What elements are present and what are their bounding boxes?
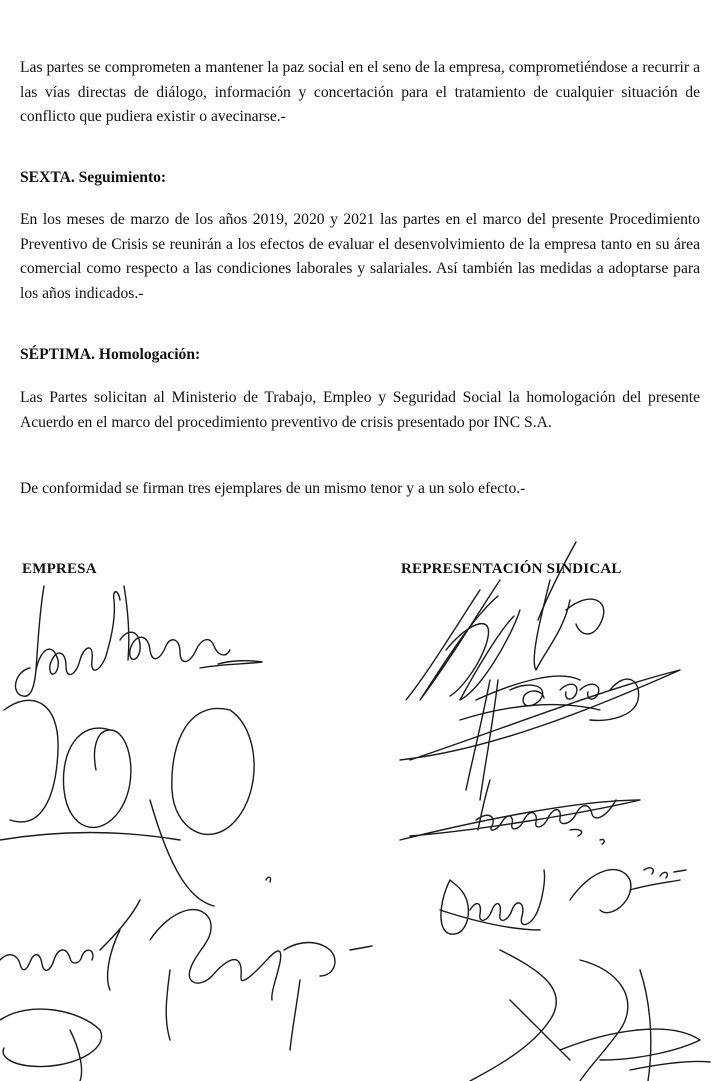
closing-statement: De conformidad se firman tres ejemplares de un mismo tenor y a un solo efecto.- (20, 480, 526, 497)
empresa-label: EMPRESA (22, 561, 97, 577)
septima-body: Las Partes solicitan al Ministerio de Trabajo, Empleo y Seguridad Social la homologación del presente Acuerdo en el marco del procedimiento preventivo de crisis presentado por INC S.A. (20, 389, 700, 431)
empresa-signature-3-icon (0, 880, 390, 1081)
representacion-sindical-label: REPRESENTACIÓN SINDICAL (401, 561, 622, 577)
paragraph-paz-social: Las partes se comprometen a mantener la paz social en el seno de la empresa, comprometiéndose a recurrir a las vías directas de diálogo, información y concertación para el tratamiento de cualquier situación de conflicto que pudiera existir o avecinarse.- (20, 59, 700, 125)
sexta-body: En los meses de marzo de los años 2019, 2020 y 2021 las partes en el marco del presente Procedimiento Preventivo de Crisis se reunirán a los efectos de evaluar el desenvolvimiento de la empresa tanto en su área comercial como respecto a las condiciones laborales y salariales. Así también las medidas a adoptarse para los años indicados.- (20, 211, 700, 302)
sindical-signature-5-icon (380, 940, 720, 1081)
septima-heading: SÉPTIMA. Homologación: (20, 346, 201, 363)
sexta-heading: SEXTA. Seguimiento: (20, 169, 167, 186)
